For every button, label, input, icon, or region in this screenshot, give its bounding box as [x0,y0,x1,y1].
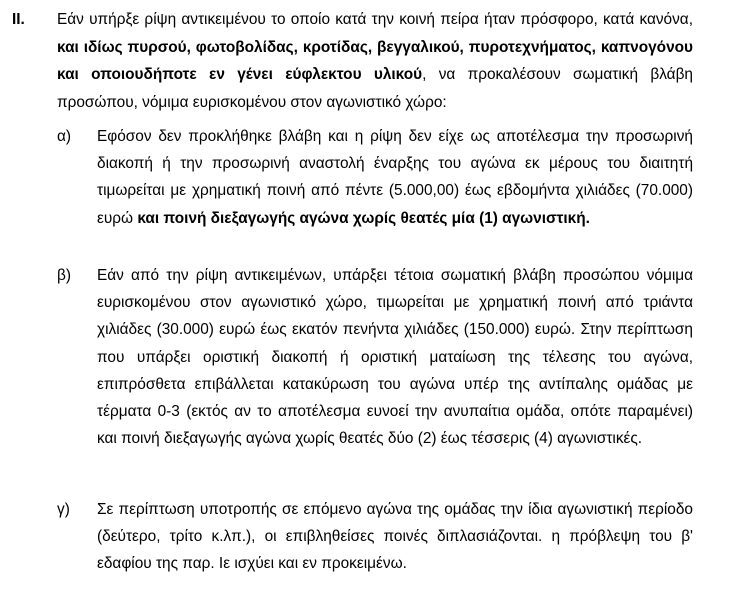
intro-bold-list: και ιδίως πυρσού, φωτοβολίδας, κροτίδας, βεγγαλικού, πυροτεχνήματος, καπνογόνου και οποιουδήποτε εν γένει εύφλεκτου υλικού [57,38,693,83]
item-bold-text: και ποινή διεξαγωγής αγώνα χωρίς θεατές μία (1) αγωνιστική. [137,209,590,227]
item-body: Εάν από την ρίψη αντικειμένων, υπάρξει τέτοια σωματική βλάβη προσώπου νόμιμα ευρισκομένου στον αγωνιστικό χώρο, τιμωρείται με χρηματική ποινή από τριάντα χιλιάδες (30.000) ευρώ έως εκατόν πενήντα χιλιάδες (150.000) ευρώ. Στην περίπτωση που υπάρξει οριστική διακοπή ή οριστική ματαίωση της τέλεσης του αγώνα, επιπρόσθετα επιβάλλεται κατακύρωση του αγώνα υπέρ της αντίπαλης ομάδας με τέρματα 0-3 (εκτός αν το αποτέλεσμα ευνοεί την ανυπαίτια ομάδα, οπότε παραμένει) και ποινή διεξαγωγής αγώνα χωρίς θεατές δύο (2) έως τέσσερις (4) αγωνιστικές. [97,267,693,448]
section-intro-paragraph [57,6,693,116]
intro-text-start: Εάν υπήρξε ρίψη αντικειμένου το οποίο κατά την κοινή πείρα ήταν πρόσφορο, κατά κανόνα, [57,11,693,28]
item-text: Εφόσον δεν προκλήθηκε βλάβη και η ρίψη δεν είχε ως αποτέλεσμα την προσωρινή διακοπή ή την προσωρινή αναστολή έναρξης του αγώνα εκ μέρους του διαιτητή τιμωρείται με χρηματική ποινή από πέντε (5.000,00) έως εβδομήντα χιλιάδες (70.000) ευρώ [97,128,693,227]
item-label: γ) [57,501,70,518]
item-body [97,123,693,232]
intro-text-end: , να προκαλέσουν σωματική βλάβη προσώπου, νόμιμα ευρισκομένου στον αγωνιστικό χώρο: [57,66,693,111]
item-body: Σε περίπτωση υποτροπής σε επόμενο αγώνα της ομάδας την ίδια αγωνιστική περίοδο (δεύτερο, τρίτο κ.λπ.), οι επιβληθείσες ποινές διπλασιάζονται. η πρόβλεψη του β' εδαφίου της παρ. Ιε ισχύει και εν προκειμένω. [97,501,693,573]
item-label: β) [57,267,71,284]
item-label: α) [57,128,72,145]
section-number: II. [12,11,25,28]
